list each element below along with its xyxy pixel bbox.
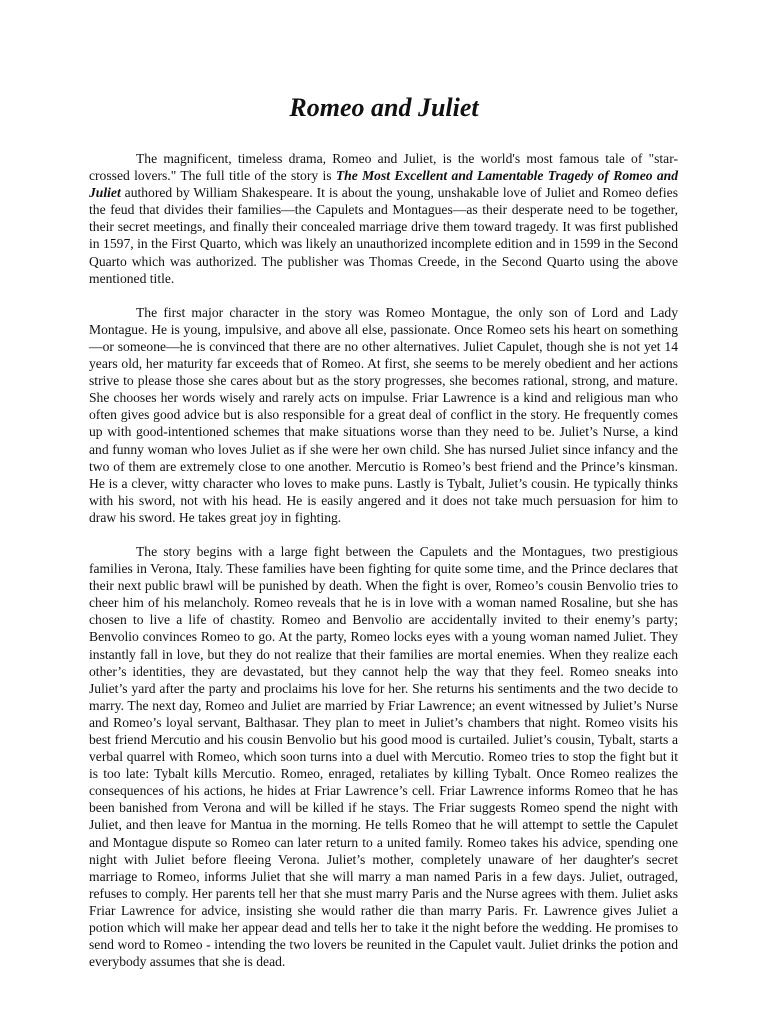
paragraph-characters: The first major character in the story was Romeo Montague, the only son of Lord and Lady Montague. He is young, impulsive, and above all else, passionate. Once Romeo sets his heart on something—or someone—he is convinced that there are no other alternatives. Juliet Capulet, though she is not yet 14 years old, her maturity far exceeds that of Romeo. At first, she seems to be merely obedient and her actions strive to please those she cares about but as the story progresses, she becomes rational, strong, and mature. She chooses her words wisely and rarely acts on impulse. Friar Lawrence is a kind and religious man who often gives good advice but is also responsible for a great deal of conflict in the story. He frequently comes up with good-intentioned schemes that make situations worse than they need to be. Juliet’s Nurse, a kind and funny woman who loves Juliet as if she were her own child. She has nursed Juliet since infancy and the two of them are extremely close to one another. Mercutio is Romeo’s best friend and the Prince’s kinsman. He is a clever, witty character who loves to make puns. Lastly is Tybalt, Juliet’s cousin. He typically thinks with his sword, not with his head. He is easily angered and it does not take much persuasion for him to draw his sword. He takes great joy in fighting. — [89, 304, 678, 525]
paragraph-introduction-text-start: The magnificent, timeless drama, Romeo and Juliet, is the world's most famous tale of "star-crossed lovers." The full title of the story is — [89, 151, 678, 184]
document-body — [89, 150, 678, 987]
paragraph-introduction — [89, 150, 678, 287]
paragraph-plot-summary: The story begins with a large fight between the Capulets and the Montagues, two prestigious families in Verona, Italy. These families have been fighting for quite some time, and the Prince declares that their next public brawl will be punished by death. When the fight is over, Romeo’s cousin Benvolio tries to cheer him of his melancholy. Romeo reveals that he is in love with a woman named Rosaline, but she has chosen to live a life of chastity. Romeo and Benvolio are accidentally invited to their enemy’s party; Benvolio convinces Romeo to go. At the party, Romeo locks eyes with a young woman named Juliet. They instantly fall in love, but they do not realize that their families are mortal enemies. When they realize each other’s identities, they are devastated, but they cannot help the way that they feel. Romeo sneaks into Juliet’s yard after the party and proclaims his love for her. She returns his sentiments and the two decide to marry. The next day, Romeo and Juliet are married by Friar Lawrence; an event witnessed by Juliet’s Nurse and Romeo’s loyal servant, Balthasar. They plan to meet in Juliet’s chambers that night. Romeo visits his best friend Mercutio and his cousin Benvolio but his good mood is curtailed. Juliet’s cousin, Tybalt, starts a verbal quarrel with Romeo, which soon turns into a duel with Mercutio. Romeo tries to stop the fight but it is too late: Tybalt kills Mercutio. Romeo, enraged, retaliates by killing Tybalt. Once Romeo realizes the consequences of his actions, he hides at Friar Lawrence’s cell. Friar Lawrence informs Romeo that he has been banished from Verona and will be killed if he stays. The Friar suggests Romeo spend the night with Juliet, and then leave for Mantua in the morning. He tells Romeo that he will attempt to settle the Capulet and Montague dispute so Romeo can later return to a united family. Romeo takes his advice, spending one night with Juliet before fleeing Verona. Juliet’s mother, completely unaware of her daughter's secret marriage to Romeo, informs Juliet that she will marry a man named Paris in a few days. Juliet, outraged, refuses to comply. Her parents tell her that she must marry Paris and the Nurse agrees with them. Juliet asks Friar Lawrence for advice, insisting she would rather die than marry Paris. Fr. Lawrence gives Juliet a potion which will make her appear dead and tells her to take it the night before the wedding. He promises to send word to Romeo - intending the two lovers be reunited in the Capulet vault. Juliet drinks the potion and everybody assumes that she is dead. — [89, 543, 678, 970]
full-title-emphasis: The Most Excellent and Lamentable Tragedy of Romeo and Juliet — [89, 168, 678, 201]
paragraph-introduction-text-end: authored by William Shakespeare. It is about the young, unshakable love of Juliet and Romeo defies the feud that divides their families—the Capulets and Montagues—as their desperate need to be together, their secret meetings, and finally their concealed marriage drive them toward tragedy. It was first published in 1597, in the First Quarto, which was likely an unauthorized incomplete edition and in 1599 in the Second Quarto which was authorized. The publisher was Thomas Creede, in the Second Quarto using the above mentioned title. — [89, 185, 678, 286]
document-title: Romeo and Juliet — [289, 93, 479, 122]
